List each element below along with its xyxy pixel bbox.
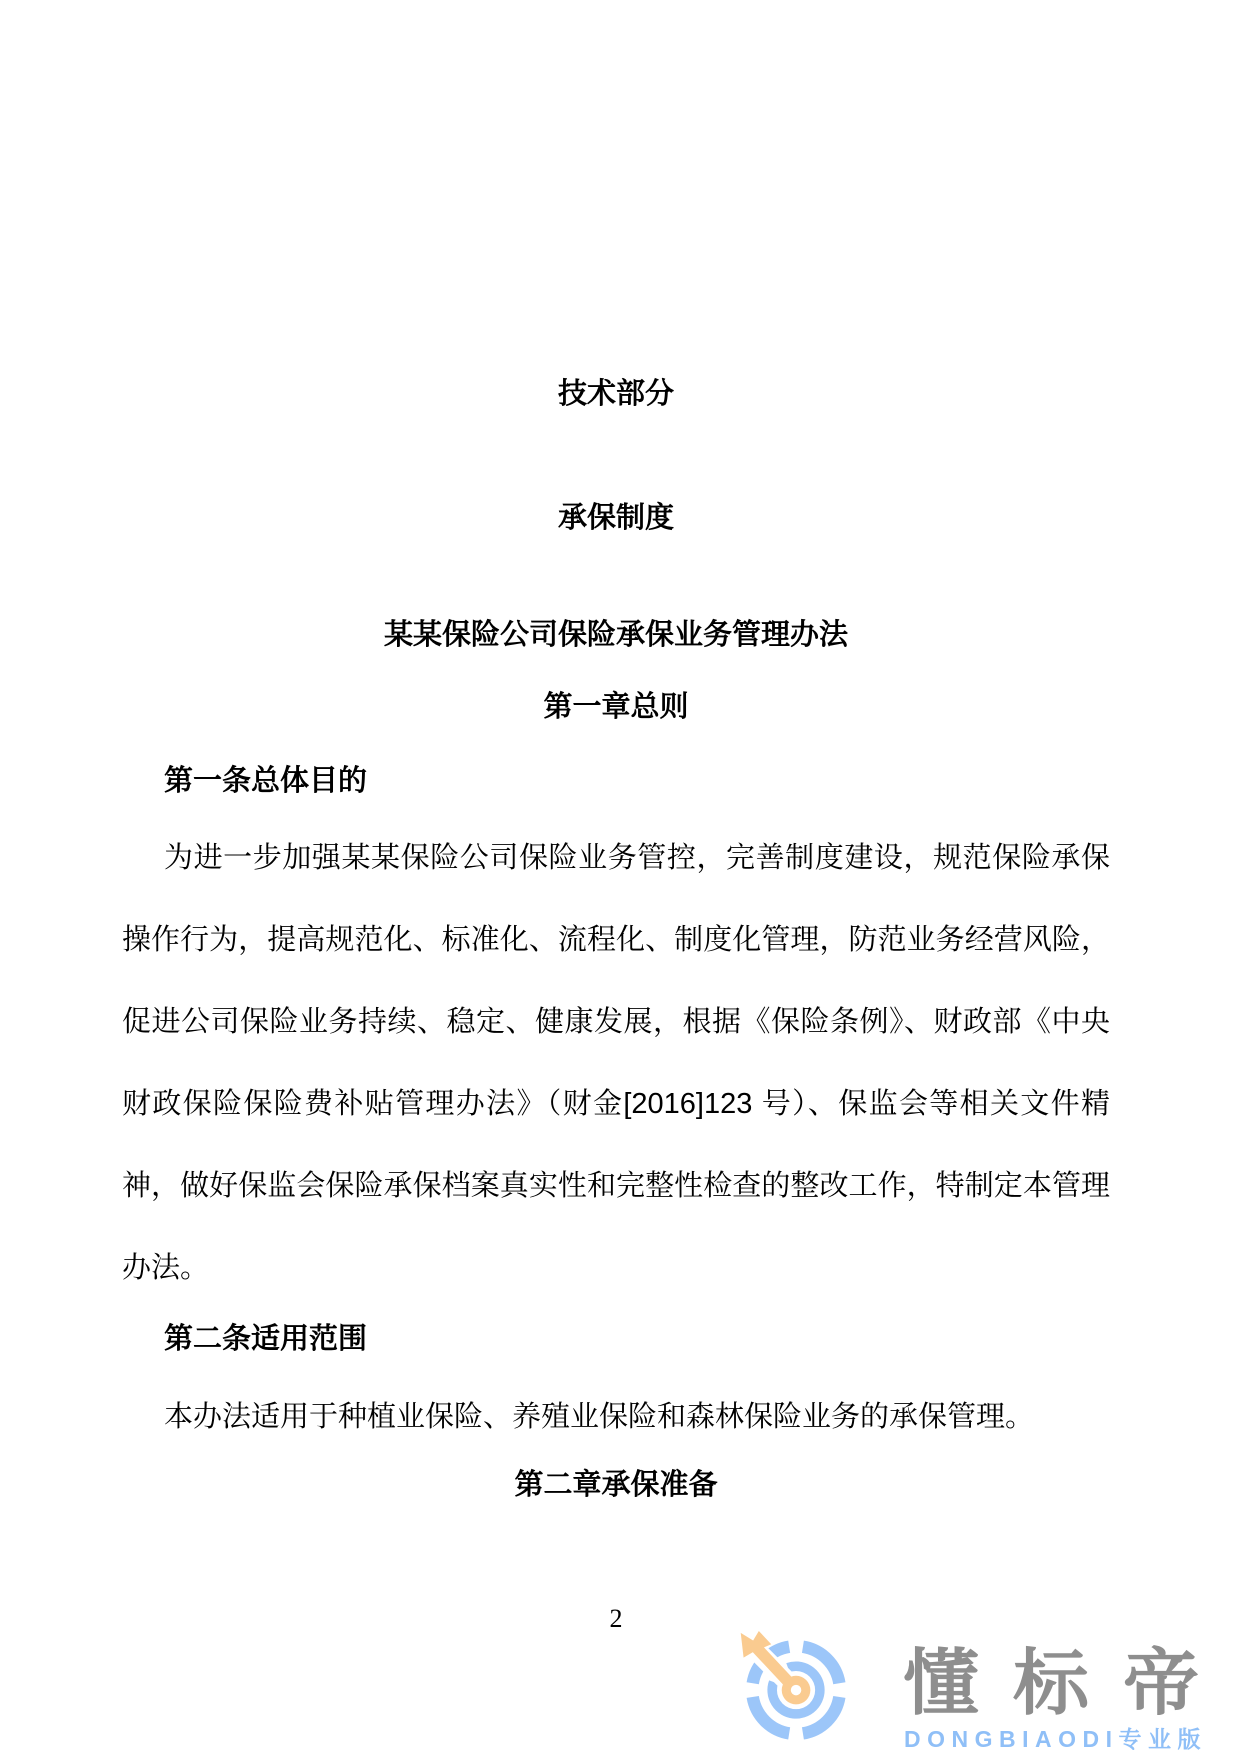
part-title: 技术部分	[557, 378, 674, 410]
article-1-paragraph	[122, 817, 1110, 1309]
article-1-heading: 第一条总体目的	[164, 765, 368, 797]
brand-name: 懂标帝	[903, 1643, 1233, 1724]
page-number: 2	[609, 1604, 623, 1633]
system-title: 承保制度	[557, 502, 674, 534]
chapter-2-heading: 第二章承保准备	[514, 1469, 718, 1501]
article-2-heading: 第二条适用范围	[164, 1323, 368, 1355]
paragraph-line: 操作行为，提高规范化、标准化、流程化、制度化管理，防范业务经营风险，	[122, 924, 1110, 956]
paragraph-line: 神，做好保监会保险承保档案真实性和完整性检查的整改工作，特制定本管理	[122, 1170, 1110, 1202]
brand-subtitle: DONGBIAODI专业版	[904, 1726, 1207, 1752]
article-2-body: 本办法适用于种植业保险、养殖业保险和森林保险业务的承保管理。	[164, 1401, 1035, 1433]
paragraph-line: 为进一步加强某某保险公司保险业务管控，完善制度建设，规范保险承保	[164, 842, 1110, 874]
paragraph-line: 促进公司保险业务持续、稳定、健康发展，根据《保险条例》、财政部《中央	[122, 1006, 1110, 1038]
paragraph-line: 财政保险保险费补贴管理办法》（财金[2016]123 号）、保监会等相关文件精	[122, 1088, 1110, 1120]
paragraph-line: 办法。	[122, 1252, 210, 1284]
chapter-1-heading: 第一章总则	[543, 691, 689, 723]
document-title: 某某保险公司保险承保业务管理办法	[383, 619, 848, 651]
target-dart-icon	[738, 1630, 856, 1754]
